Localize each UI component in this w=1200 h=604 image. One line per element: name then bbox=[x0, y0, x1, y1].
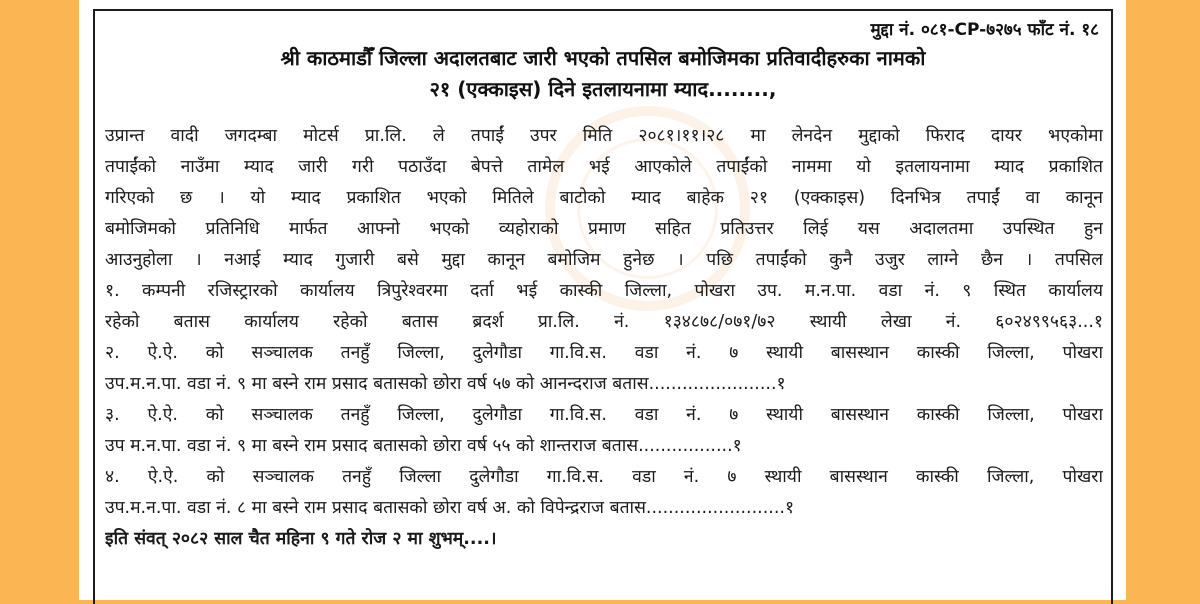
body-line: उप.म.न.पा. वडा नं. ९ मा बस्ने राम प्रसाद बतासको छोरा वर्ष ५७ को आनन्दराज बतास.......................१ bbox=[105, 374, 786, 394]
body-line: गरिएको छ । यो म्याद प्रकाशित भएको मितिले बाटोको म्याद बाहेक २१ (एक्काइस) दिनभित्र तपाईं वा कानून bbox=[105, 188, 1103, 208]
body-line: ४. ऐ.ऐ. को सञ्चालक तनहुँ जिल्ला दुलेगौडा गा.वि.स. वडा नं. ७ स्थायी बासस्थान कास्की जिल्ला, पोखरा bbox=[105, 467, 1103, 487]
notice-title bbox=[95, 43, 1111, 105]
body-line: १. कम्पनी रजिस्ट्रारको कार्यालय त्रिपुरेश्वरमा दर्ता भई कास्की जिल्ला, पोखरा उप. म.न.पा. वडा नं. ९ स्थित कार्यालय bbox=[105, 281, 1103, 301]
body-line: ३. ऐ.ऐ. को सञ्चालक तनहुँ जिल्ला, दुलेगौडा गा.वि.स. वडा नं. ७ स्थायी बासस्थान कास्की जिल्ला, पोखरा bbox=[105, 405, 1103, 425]
notice-page bbox=[79, 0, 1126, 600]
body-line: आउनुहोला । नआई म्याद गुजारी बसे मुद्दा कानून बमोजिम हुनेछ । पछि तपाईंको कुनै उजुर लाग्ने छैन । तपसिल bbox=[105, 250, 1103, 270]
title-line-2: २१ (एक्काइस) दिने इतलायनामा म्याद........, bbox=[429, 77, 777, 101]
body-line: २. ऐ.ऐ. को सञ्चालक तनहुँ जिल्ला, दुलेगौडा गा.वि.स. वडा नं. ७ स्थायी बासस्थान कास्की जिल्ला, पोखरा bbox=[105, 343, 1103, 363]
body-line: तपाईंको नाउँमा म्याद जारी गरी पठाउँदा बेपत्ते तामेल भई आएकोले तपाईंको नाममा यो इतलायनामा म्याद प्रकाशित bbox=[105, 157, 1103, 177]
body-line: रहेको बतास कार्यालय रहेको बतास ब्रदर्श प्रा.लि. नं. १३४८७८/०७१/७२ स्थायी लेखा नं. ६०२४९९५६३...१ bbox=[105, 312, 1103, 332]
case-reference: मुद्दा नं. ०८१-CP-७२७५ फाँट नं. १८ bbox=[870, 20, 1099, 40]
body-line: उप.म.न.पा. वडा नं. ८ मा बस्ने राम प्रसाद बतासको छोरा वर्ष अ. को विपेन्द्रराज बतास.........................१ bbox=[105, 498, 795, 518]
closing-line: इति संवत् २०८२ साल चैत महिना ९ गते रोज २ मा शुभम्....। bbox=[105, 529, 497, 549]
body-line: उप्रान्त वादी जगदम्बा मोटर्स प्रा.लि. ले तपाईं उपर मिति २०८१।११।२८ मा लेनदेन मुद्दाको फिराद दायर भएकोमा bbox=[105, 126, 1103, 146]
notice-body bbox=[105, 121, 1103, 555]
notice-frame bbox=[93, 9, 1113, 604]
title-line-1: श्री काठमाडौँ जिल्ला अदालतबाट जारी भएको तपसिल बमोजिमका प्रतिवादीहरुका नामको bbox=[280, 46, 926, 70]
body-line: बमोजिमको प्रतिनिधि मार्फत आफ्नो भएको व्यहोराको प्रमाण सहित प्रतिउत्तर लिई यस अदालतमा उपस्थित हुन bbox=[105, 219, 1103, 239]
body-line: उप म.न.पा. वडा नं. ९ मा बस्ने राम प्रसाद बतासको छोरा वर्ष ५५ को शान्तराज बतास.................१ bbox=[105, 436, 742, 456]
